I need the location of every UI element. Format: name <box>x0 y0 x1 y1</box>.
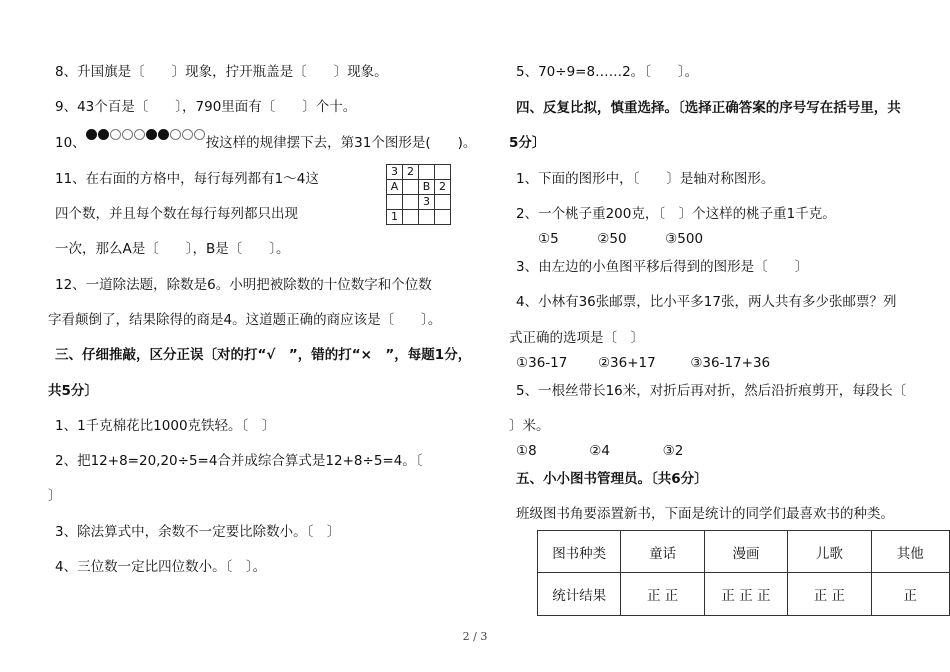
tally-cell: 正 正 <box>788 573 871 616</box>
grid-cell: 2 <box>435 180 451 195</box>
section-4-question-4-cont: 式正确的选项是〔 〕 <box>509 330 644 346</box>
table-cell: 儿歌 <box>788 531 871 573</box>
grid-cell <box>435 165 451 180</box>
grid-cell <box>403 180 419 195</box>
section-5-intro: 班级图书角要添置新书，下面是统计的同学们最喜欢书的种类。 <box>516 506 894 522</box>
option: ③36-17+36 <box>690 355 771 371</box>
section-4-question-3: 3、由左边的小鱼图平移后得到的图形是〔 〕 <box>516 259 809 275</box>
option: ②50 <box>597 231 627 247</box>
filled-circle-icon <box>98 129 109 140</box>
filled-circle-icon <box>158 129 169 140</box>
section-4-question-5-cont: 〕米。 <box>509 418 550 434</box>
section-3-question-2-cont: 〕 <box>48 488 62 504</box>
grid-row <box>387 195 451 210</box>
grid-row <box>387 210 451 225</box>
open-circle-icon <box>134 129 145 140</box>
option: ①36-17 <box>516 355 568 371</box>
grid-cell <box>403 195 419 210</box>
section-3-question-3: 3、除法算式中，余数不一定要比除数小。〔 〕 <box>55 524 341 540</box>
option: ②4 <box>589 443 610 459</box>
open-circle-icon <box>170 129 181 140</box>
question-11-line2: 四个数，并且每个数在每行每列都只出现 <box>55 206 298 222</box>
question-10 <box>55 134 476 152</box>
question-8: 8、升国旗是〔 〕现象，拧开瓶盖是〔 〕现象。 <box>55 64 388 80</box>
question-10-number: 10、 <box>55 135 86 151</box>
section-3-title: 三、仔细推敲，区分正误〔对的打“√ ”，错的打“× ”，每题1分， <box>55 347 472 363</box>
table-row <box>538 573 950 616</box>
table-cell: 统计结果 <box>538 573 621 616</box>
question-10-text: 按这样的规律摆下去，第31个图形是( )。 <box>205 135 477 151</box>
open-circle-icon <box>110 129 121 140</box>
grid-cell <box>419 165 435 180</box>
option: ③2 <box>662 443 684 459</box>
grid-row <box>387 165 451 180</box>
page-number: 2 / 3 <box>462 630 488 643</box>
question-12-line1: 12、一道除法题，除数是6。小明把被除数的十位数字和个位数 <box>55 277 432 293</box>
question-5: 5、70÷9=8……2。〔 〕。 <box>516 64 699 80</box>
option: ③500 <box>665 231 704 247</box>
table-cell: 童话 <box>621 531 704 573</box>
filled-circle-icon <box>146 129 157 140</box>
grid-cell: A <box>387 180 403 195</box>
grid-cell <box>419 210 435 225</box>
grid-cell: B <box>419 180 435 195</box>
book-statistics-table <box>537 530 950 616</box>
grid-cell: 1 <box>387 210 403 225</box>
grid-cell <box>387 195 403 210</box>
section-4-question-5-options <box>516 442 683 460</box>
section-3-question-1: 1、1千克棉花比1000克铁轻。〔 〕 <box>55 418 276 434</box>
question-11-line1: 11、在右面的方格中，每行每列都有1～4这 <box>55 171 319 187</box>
open-circle-icon <box>194 129 205 140</box>
section-4-title-cont: 5分〕 <box>509 135 546 151</box>
question-11-line3: 一次，那么A是〔 〕，B是〔 〕。 <box>55 241 290 257</box>
option: ①8 <box>516 443 537 459</box>
grid-cell: 3 <box>419 195 435 210</box>
grid-cell: 3 <box>387 165 403 180</box>
filled-circle-icon <box>86 129 97 140</box>
table-cell: 其他 <box>871 531 949 573</box>
section-4-question-4-options <box>516 354 770 372</box>
tally-cell: 正 <box>871 573 949 616</box>
open-circle-icon <box>182 129 193 140</box>
grid-cell: 2 <box>403 165 419 180</box>
section-3-question-4: 4、三位数一定比四位数小。〔 〕。 <box>55 559 267 575</box>
option: ①5 <box>538 231 559 247</box>
section-4-question-2-options <box>538 230 703 248</box>
question-9: 9、43个百是〔 〕，790里面有〔 〕个十。 <box>55 99 357 115</box>
grid-cell <box>403 210 419 225</box>
table-cell: 图书种类 <box>538 531 621 573</box>
grid-cell <box>435 210 451 225</box>
section-4-question-1: 1、下面的图形中，〔 〕是轴对称图形。 <box>516 171 775 187</box>
table-cell: 漫画 <box>704 531 787 573</box>
section-4-question-2: 2、一个桃子重200克，〔 〕个这样的桃子重1千克。 <box>516 206 836 222</box>
grid-cell <box>435 195 451 210</box>
question-12-line2: 字看颠倒了，结果除得的商是4。这道题正确的商应该是〔 〕。 <box>48 312 442 328</box>
section-4-question-4: 4、小林有36张邮票，比小平多17张，两人共有多少张邮票？列 <box>516 294 897 310</box>
tally-cell: 正 正 正 <box>704 573 787 616</box>
section-3-question-2: 2、把12+8=20,20÷5=4合并成综合算式是12+8÷5=4。〔 <box>55 453 423 469</box>
dot-pattern <box>86 127 206 145</box>
table-header-row <box>538 531 950 573</box>
section-3-title-cont: 共5分〕 <box>48 383 98 399</box>
grid-row <box>387 180 451 195</box>
open-circle-icon <box>122 129 133 140</box>
section-5-title: 五、小小图书管理员。〔共6分〕 <box>516 471 708 487</box>
tally-cell: 正 正 <box>621 573 704 616</box>
section-4-title: 四、反复比拟，慎重选择。〔选择正确答案的序号写在括号里，共 <box>516 100 901 116</box>
section-4-question-5: 5、一根丝带长16米，对折后再对折，然后沿折痕剪开，每段长〔 <box>516 383 907 399</box>
option: ②36+17 <box>597 355 656 371</box>
number-grid <box>386 164 451 225</box>
